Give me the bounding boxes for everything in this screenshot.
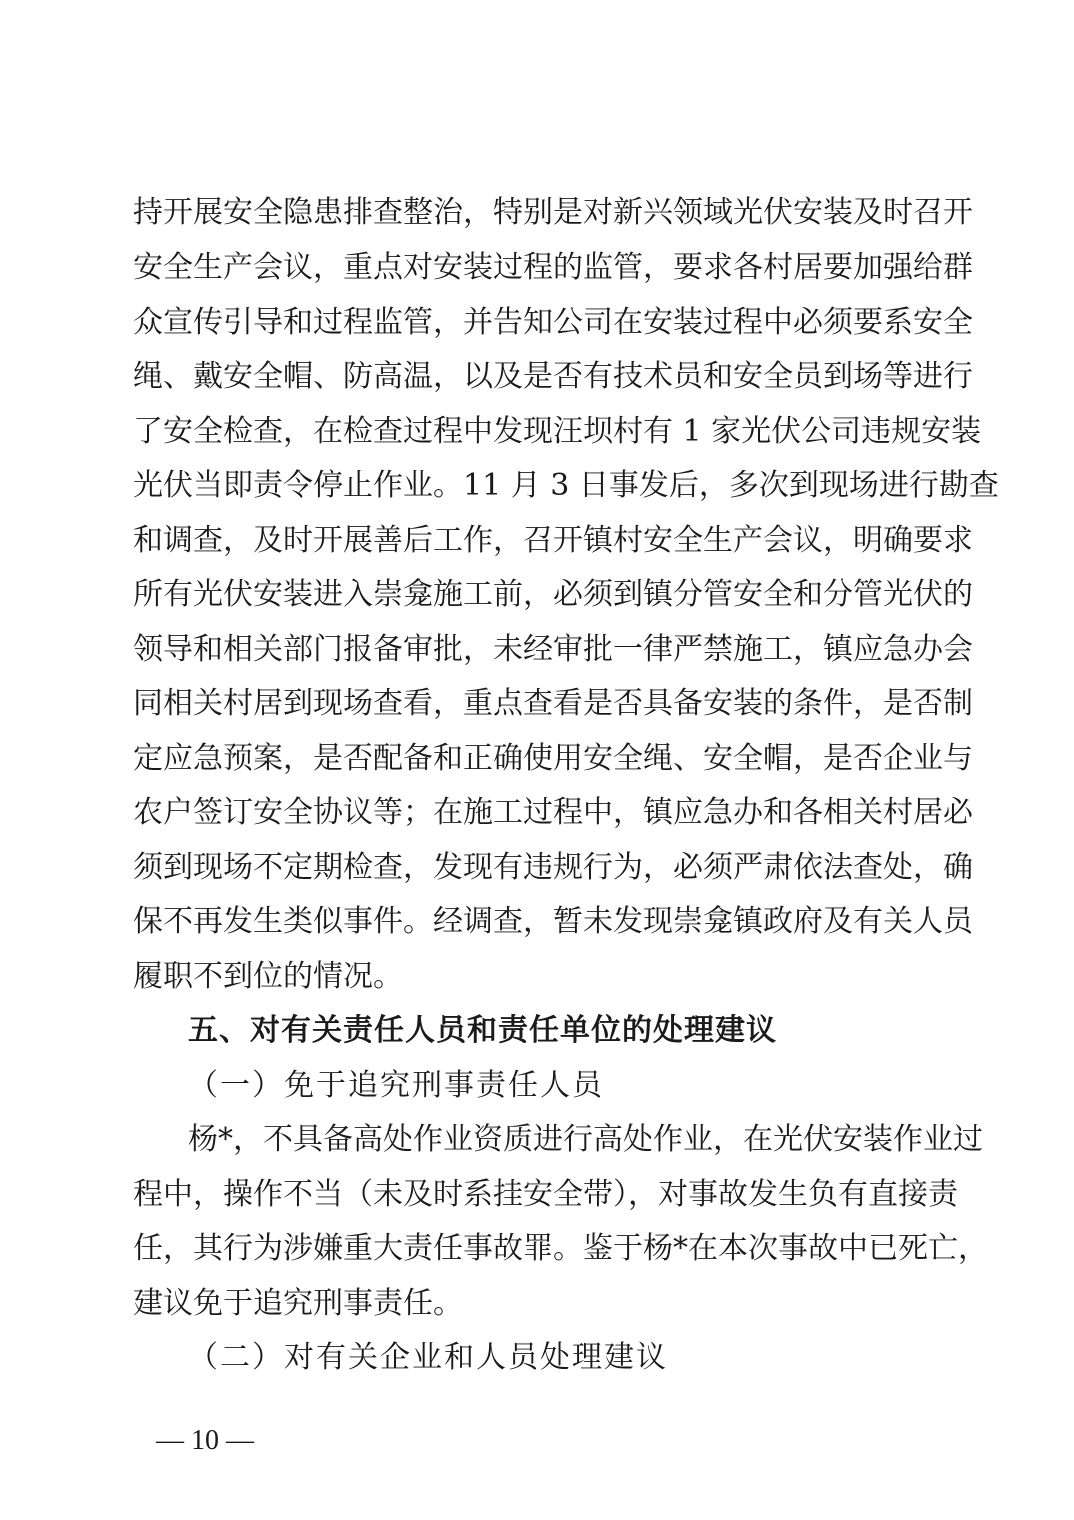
paragraph-line: 同相关村居到现场查看，重点查看是否具备安装的条件，是否制	[133, 686, 973, 721]
subheading-exempt-criminal-liability: （一）免于追究刑事责任人员	[188, 1068, 604, 1103]
paragraph-line: 了安全检查，在检查过程中发现汪坝村有 1 家光伏公司违规安装	[133, 414, 982, 449]
paragraph-line: 农户签订安全协议等；在施工过程中，镇应急办和各相关村居必	[133, 795, 973, 830]
paragraph-line: 安全生产会议，重点对安装过程的监管，要求各村居要加强给群	[133, 250, 973, 285]
paragraph-line: 绳、戴安全帽、防高温，以及是否有技术员和安全员到场等进行	[133, 359, 973, 394]
paragraph-line: 保不再发生类似事件。经调查，暂未发现崇龛镇政府及有关人员	[133, 904, 973, 939]
paragraph-line: 建议免于追究刑事责任。	[133, 1286, 463, 1321]
subheading-company-personnel-handling: （二）对有关企业和人员处理建议	[188, 1340, 668, 1375]
paragraph-line: 须到现场不定期检查，发现有违规行为，必须严肃依法查处，确	[133, 850, 973, 885]
paragraph-line: 所有光伏安装进入崇龛施工前，必须到镇分管安全和分管光伏的	[133, 577, 973, 612]
paragraph-line: 持开展安全隐患排查整治，特别是对新兴领域光伏安装及时召开	[133, 195, 973, 230]
paragraph-line: 众宣传引导和过程监管，并告知公司在安装过程中必须要系安全	[133, 305, 973, 340]
paragraph-line: 杨*，不具备高处作业资质进行高处作业，在光伏安装作业过	[188, 1122, 983, 1157]
page-number: — 10 —	[156, 1425, 254, 1456]
paragraph-line: 光伏当即责令停止作业。11 月 3 日事发后，多次到现场进行勘查	[133, 468, 999, 503]
paragraph-line: 履职不到位的情况。	[133, 959, 403, 994]
paragraph-line: 任，其行为涉嫌重大责任事故罪。鉴于杨*在本次事故中已死亡，	[133, 1231, 988, 1266]
paragraph-line: 和调查，及时开展善后工作，召开镇村安全生产会议，明确要求	[133, 523, 973, 558]
paragraph-line: 程中，操作不当（未及时系挂安全带），对事故发生负有直接责	[133, 1177, 958, 1212]
section-heading: 五、对有关责任人员和责任单位的处理建议	[188, 1013, 777, 1048]
paragraph-line: 定应急预案，是否配备和正确使用安全绳、安全帽，是否企业与	[133, 741, 973, 776]
paragraph-line: 领导和相关部门报备审批，未经审批一律严禁施工，镇应急办会	[133, 632, 973, 667]
